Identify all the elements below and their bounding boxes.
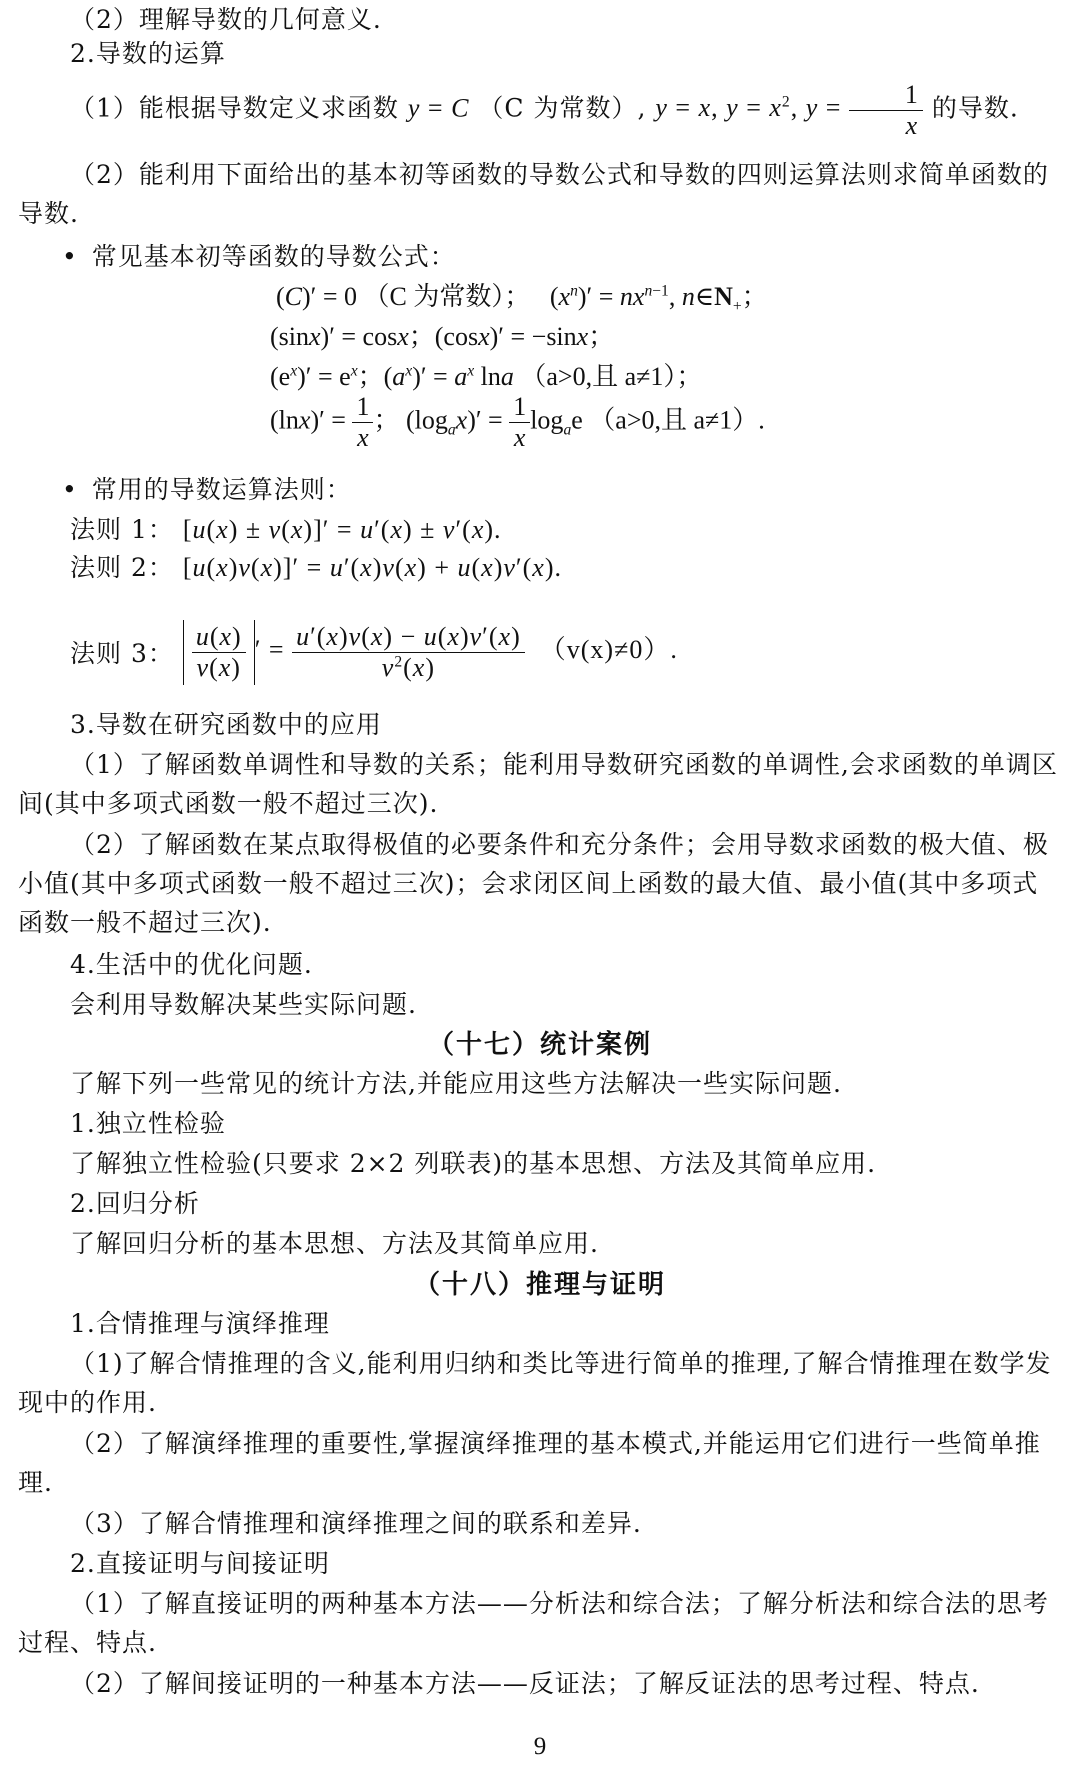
text-line: 了解独立性检验(只要求 2×2 列联表)的基本思想、方法及其简单应用. (70, 1149, 877, 1178)
formula-line-2: (sinx)′ = cosx；(cosx)′ = −sinx； (270, 322, 615, 351)
rule-3: 法则 3： $\frac{u(x)}{v(x)}$ ′ = $\frac{u'(x)v(x) - u(x)v'(x)}{v^2(x)}$ （v(x)≠0）. (70, 620, 1080, 685)
section-heading: 4.生活中的优化问题. (70, 950, 313, 979)
text-paragraph: （2）了解函数在某点取得极值的必要条件和充分条件；会用导数求函数的极大值、极小值(其中多项式函数一般不超过三次)；会求闭区间上函数的最大值、最小值(其中多项式函数一般不超过三次). (18, 830, 1049, 937)
text-paragraph: （1)了解合情推理的含义,能利用归纳和类比等进行简单的推理,了解合情推理在数学发现中的作用. (18, 1349, 1052, 1417)
text-paragraph: （2）能利用下面给出的基本初等函数的导数公式和导数的四则运算法则求简单函数的导数. (18, 160, 1049, 228)
section-heading: 1.独立性检验 (70, 1109, 226, 1138)
rule-2: 法则 2： [u(x)v(x)]′ = u′(x)v(x) + u(x)v′(x). (70, 553, 562, 582)
bullet-item: • 常见基本初等函数的导数公式： (62, 237, 1080, 276)
formula-line-4: (lnx)′ = $\frac{1}{x}$ ； $(\log_ax)'$ = $\frac{1}{x}$ $\log_ae$ （a>0,且 a≠1）. (270, 392, 765, 452)
text-paragraph: （2）了解演绎推理的重要性,掌握演绎推理的基本模式,并能运用它们进行一些简单推理. (18, 1429, 1041, 1497)
text-line: （1）能根据导数定义求函数 y = C （C 为常数）, y = x, $y = x^2$, y = $\frac{1}{x}$ 的导数. (70, 80, 1019, 140)
text-line: 了解下列一些常见的统计方法,并能应用这些方法解决一些实际问题. (70, 1069, 842, 1098)
chapter-heading: （十七）统计案例 (427, 1030, 652, 1060)
formula-line-3: $(e^x)' = e^x$；$(a^x)' = a^x$ lna （a>0,且 a≠1）； (270, 362, 703, 391)
section-heading: 2.直接证明与间接证明 (70, 1549, 330, 1578)
text-paragraph: （1）了解直接证明的两种基本方法——分析法和综合法；了解分析法和综合法的思考过程、特点. (18, 1589, 1049, 1657)
formula-line-1: (C)′ = 0 （C 为常数）； $(x^n)' = nx^{n-1}$, $n\in N_+$； (276, 282, 768, 316)
section-heading: 2.导数的运算 (70, 39, 226, 68)
rule-1: 法则 1： [u(x) ± v(x)]′ = u′(x) ± v′(x). (70, 515, 502, 544)
section-heading: 1.合情推理与演绎推理 (70, 1309, 330, 1338)
text-line: （3）了解合情推理和演绎推理之间的联系和差异. (70, 1509, 642, 1538)
chapter-heading: （十八）推理与证明 (413, 1270, 666, 1300)
section-heading: 3.导数在研究函数中的应用 (70, 710, 382, 739)
page-number: 9 (533, 1733, 547, 1760)
text-line: （2）了解间接证明的一种基本方法——反证法；了解反证法的思考过程、特点. (70, 1669, 980, 1698)
text-line: （2）理解导数的几何意义. (70, 5, 382, 34)
bullet-item: • 常用的导数运算法则： (62, 470, 1080, 509)
text-line: 了解回归分析的基本思想、方法及其简单应用. (70, 1229, 599, 1258)
text-paragraph: （1）了解函数单调性和导数的关系；能利用导数研究函数的单调性,会求函数的单调区间(其中多项式函数一般不超过三次). (18, 750, 1058, 818)
text-line: 会利用导数解决某些实际问题. (70, 990, 417, 1019)
section-heading: 2.回归分析 (70, 1189, 200, 1218)
